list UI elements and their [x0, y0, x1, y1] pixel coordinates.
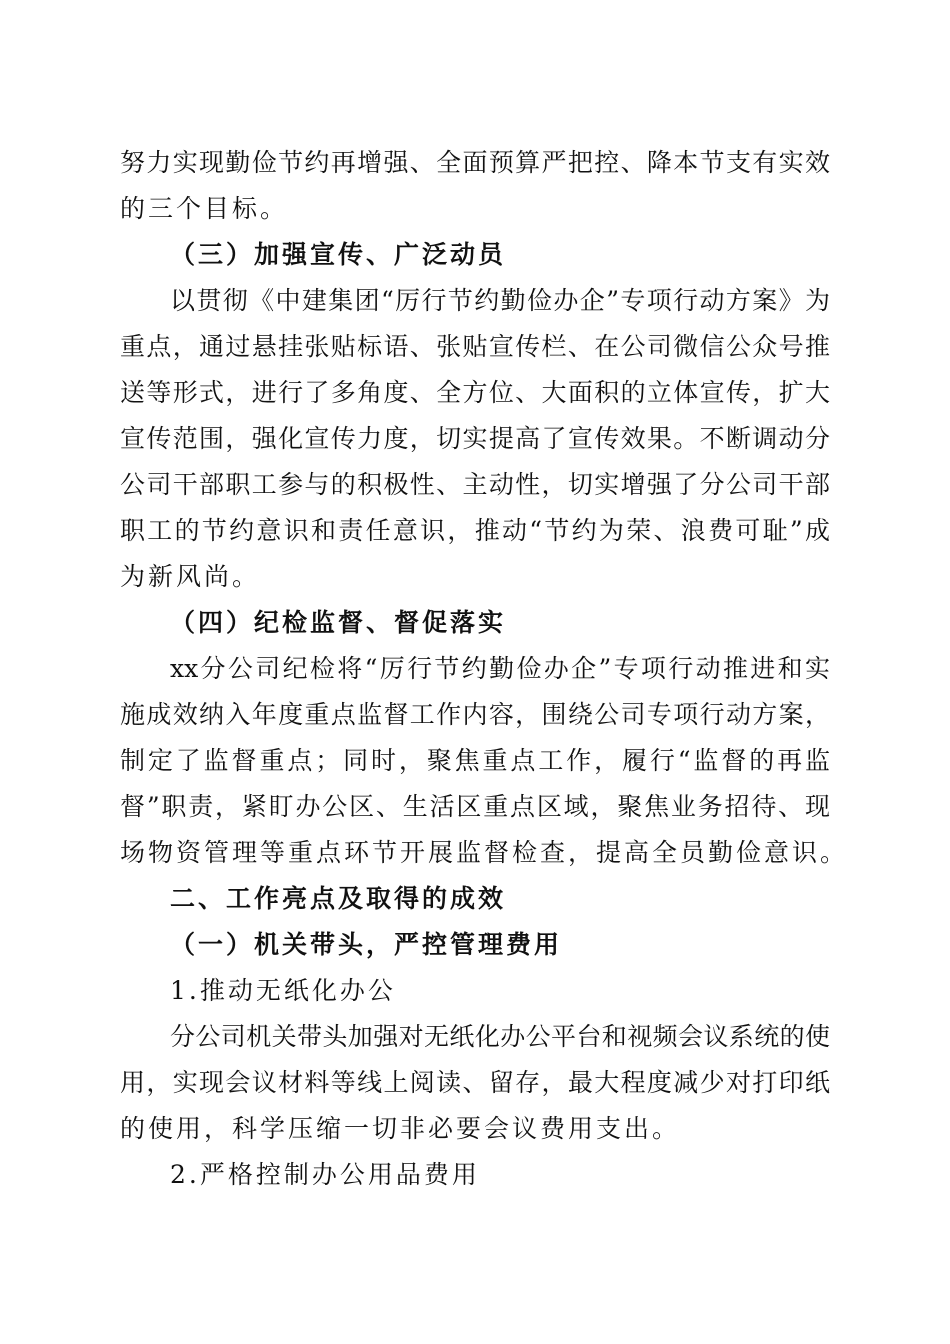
- paragraph-line: 的使用，科学压缩一切非必要会议费用支出。: [120, 1114, 681, 1143]
- paragraph-line: 公司干部职工参与的积极性、主动性，切实增强了分公司干部: [120, 470, 830, 499]
- paragraph-line: 努力实现勤俭节约再增强、全面预算严把控、降本节支有实效: [120, 148, 830, 177]
- paragraph-line: 施成效纳入年度重点监督工作内容，围绕公司专项行动方案，: [120, 700, 830, 729]
- paragraph-line: 制定了监督重点；同时，聚焦重点工作，履行“监督的再监: [120, 746, 830, 775]
- section-heading: （一）机关带头，严控管理费用: [170, 930, 563, 959]
- paragraph-line: 宣传范围，强化宣传力度，切实提高了宣传效果。不断调动分: [120, 424, 830, 453]
- paragraph-line: 场物资管理等重点环节开展监督检查，提高全员勤俭意识。: [120, 838, 849, 867]
- section-heading: （三）加强宣传、广泛动员: [170, 240, 507, 269]
- paragraph-line: 送等形式，进行了多角度、全方位、大面积的立体宣传，扩大: [120, 378, 830, 407]
- paragraph-line: 督”职责，紧盯办公区、生活区重点区域，聚焦业务招待、现: [120, 792, 830, 821]
- paragraph-line: 重点，通过悬挂张贴标语、张贴宣传栏、在公司微信公众号推: [120, 332, 830, 361]
- paragraph-line: 用，实现会议材料等线上阅读、留存，最大程度减少对打印纸: [120, 1068, 830, 1097]
- subsection-heading: 1.推动无纸化办公: [170, 976, 396, 1005]
- paragraph-line: 职工的节约意识和责任意识，推动“节约为荣、浪费可耻”成: [120, 516, 830, 545]
- paragraph-line: 为新风尚。: [120, 562, 261, 591]
- paragraph-line: 的三个目标。: [120, 194, 289, 223]
- document-body: [120, 140, 849, 1198]
- paragraph-line: xx分公司纪检将“厉行节约勤俭办企”专项行动推进和实: [170, 654, 830, 683]
- paragraph-line: 以贯彻《中建集团“厉行节约勤俭办企”专项行动方案》为: [170, 286, 830, 315]
- subsection-heading: 2.严格控制办公用品费用: [170, 1160, 480, 1189]
- paragraph-line: 分公司机关带头加强对无纸化办公平台和视频会议系统的使: [170, 1022, 830, 1051]
- chapter-heading: 二、工作亮点及取得的成效: [170, 884, 507, 913]
- section-heading: （四）纪检监督、督促落实: [170, 608, 507, 637]
